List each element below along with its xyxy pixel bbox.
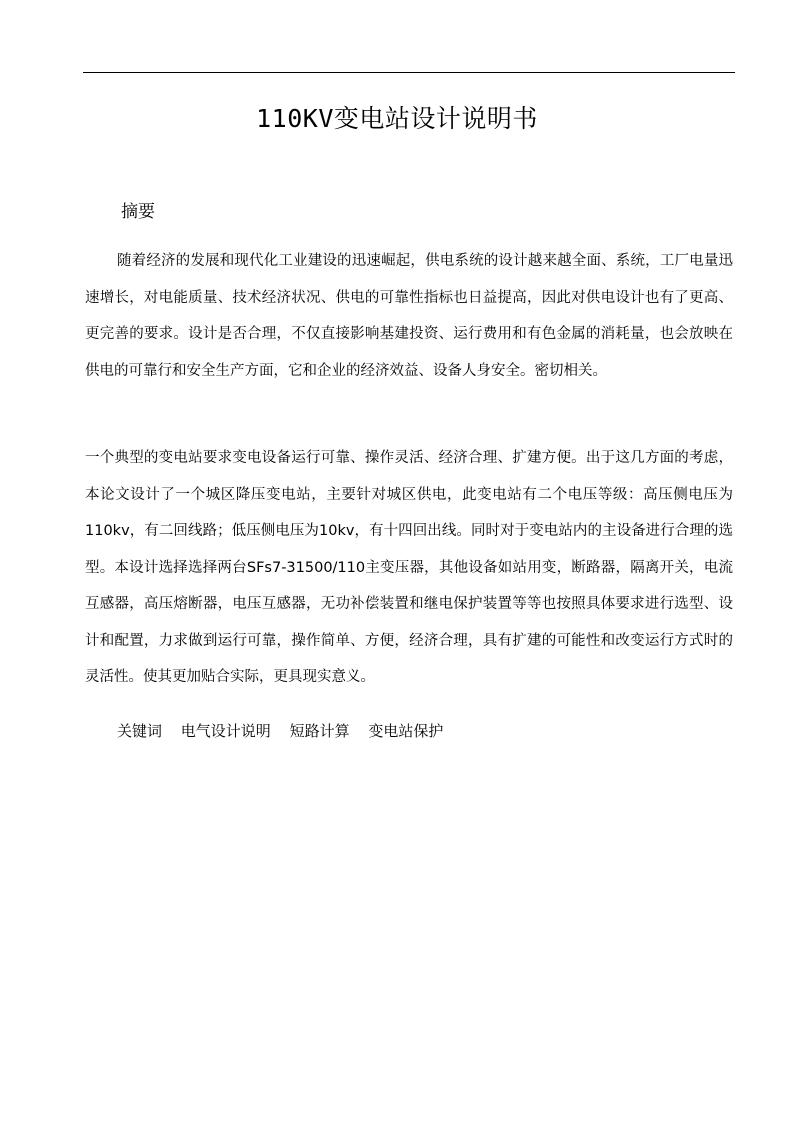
abstract-heading: 摘要 bbox=[121, 202, 155, 222]
keyword-item: 短路计算 bbox=[289, 722, 350, 740]
keywords-label: 关键词 bbox=[117, 722, 163, 740]
abstract-paragraph-2: 一个典型的变电站要求变电设备运行可靠、操作灵活、经济合理、扩建方便。出于这几方面的考虑，本论文设计了一个城区降压变电站，主要针对城区供电，此变电站有二个电压等级：高压侧电压为110kv，有二回线路；低压侧电压为10kv，有十四回出线。同时对于变电站内的主设备进行合理的选型。本设计选择选择两台SFs7-31500/110主变压器，其他设备如站用变，断路器，隔离开关，电流互感器，高压熔断器，电压互感器，无功补偿装置和继电保护装置等等也按照具体要求进行选型、设计和配置，力求做到运行可靠，操作简单、方便，经济合理，具有扩建的可能性和改变运行方式时的灵活性。使其更加贴合实际，更具现实意义。 bbox=[85, 450, 733, 685]
keyword-item: 变电站保护 bbox=[368, 722, 444, 740]
abstract-paragraph-1: 随着经济的发展和现代化工业建设的迅速崛起，供电系统的设计越来越全面、系统，工厂电量迅速增长，对电能质量、技术经济状况、供电的可靠性指标也日益提高，因此对供电设计也有了更高、更完善的要求。设计是否合理，不仅直接影响基建投资、运行费用和有色金属的消耗量，也会放映在供电的可靠行和安全生产方面，它和企业的经济效益、设备人身安全。密切相关。 bbox=[85, 253, 733, 379]
keywords-line bbox=[117, 719, 457, 743]
document-title: 110KV变电站设计说明书 bbox=[256, 104, 538, 133]
header-rule bbox=[83, 72, 735, 73]
keyword-item: 电气设计说明 bbox=[180, 722, 271, 740]
